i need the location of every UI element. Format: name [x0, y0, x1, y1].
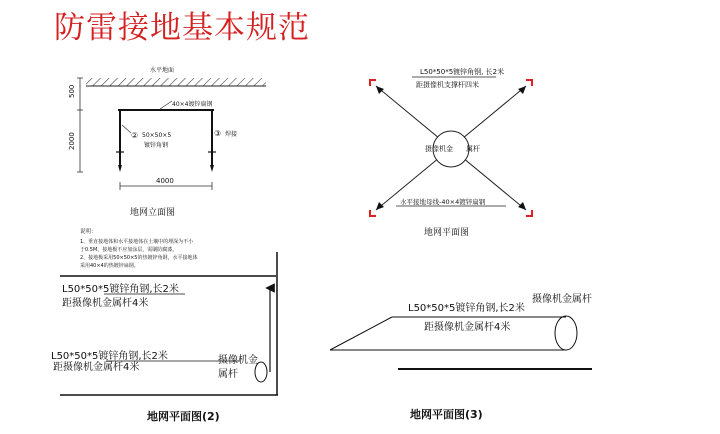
dim-4000: 4000: [156, 177, 174, 185]
ground-label: 水平地面: [150, 67, 175, 74]
notes-line: 1、垂直接地体和水平接地体在土壤中的埋深为不小: [80, 239, 194, 245]
plan3-pole-ellipse: [555, 316, 577, 350]
notes-line: 采用40×4的热镀锌扁钢。: [80, 263, 139, 269]
elevation-drawing: [68, 66, 266, 218]
plan3-diagonal-upper: [330, 317, 392, 350]
plan1-caption: 地网平面图: [424, 228, 470, 238]
notes-line: 2、接地极采用50×50×5的热镀锌角钢，水平接地体: [80, 255, 198, 261]
label-num-2: ②: [131, 131, 139, 140]
plan2-drawing: [51, 252, 278, 423]
plan1-center-label-2: 属杆: [466, 145, 480, 153]
angle-steel-label-1: 50×50×5: [142, 132, 172, 139]
plan2-lower-label-1: L50*50*5镀锌角钢,长2米: [51, 351, 168, 362]
label-num-3: ③: [214, 129, 222, 138]
notes-block: [80, 227, 197, 269]
plan3-label-1: L50*50*5镀锌角钢,长2米: [408, 303, 525, 314]
page-title: 防雷接地基本规范: [54, 10, 310, 46]
plan2-caption: 地网平面图(2): [147, 410, 220, 423]
angle-steel-label-2: 镀锌角钢: [144, 142, 169, 149]
plan2-upper-label-2: 距摄像机金属杆4米: [62, 298, 149, 309]
dim-2000: 2000: [68, 132, 76, 150]
soil-hatch: [86, 78, 266, 86]
plan1-center-label-1: 摄像机金: [425, 145, 453, 153]
notes-heading: 说明：: [80, 229, 97, 235]
elevation-caption: 地网立面图: [130, 208, 176, 218]
plan1-bottom-label: 水平接地母线-40×4镀锌扁钢: [400, 198, 486, 206]
plan3-pole-label: 摄像机金属杆: [532, 294, 592, 305]
plan3-label-2: 距摄像机金属杆4米: [424, 322, 511, 333]
plan2-pole-ellipse: [255, 362, 267, 382]
plan2-upper-label-1: L50*50*5镀锌角钢,长2米: [62, 284, 179, 295]
flat-steel-label: 40×4镀锌扁钢: [172, 101, 213, 108]
plan3-drawing: [330, 292, 592, 421]
notes-line: 于0.5M，接地极不应加涂层，需刷防腐漆。: [80, 247, 178, 253]
plan1-drawing: [370, 67, 532, 238]
plan1-top-label-1: L50*50*5镀锌角钢, 长2米: [420, 68, 505, 76]
plan2-pole-label-2: 属杆: [218, 369, 238, 380]
plan3-caption: 地网平面图(3): [410, 408, 483, 421]
plan2-pole-label-1: 摄像机金: [218, 355, 258, 366]
plan2-lower-label-2: 距摄像机金属杆4米: [53, 362, 140, 373]
weld-label: 焊接: [225, 131, 238, 138]
plan1-top-label-2: 距摄像机支撑杆四米: [416, 81, 479, 89]
dim-500: 500: [68, 84, 76, 98]
